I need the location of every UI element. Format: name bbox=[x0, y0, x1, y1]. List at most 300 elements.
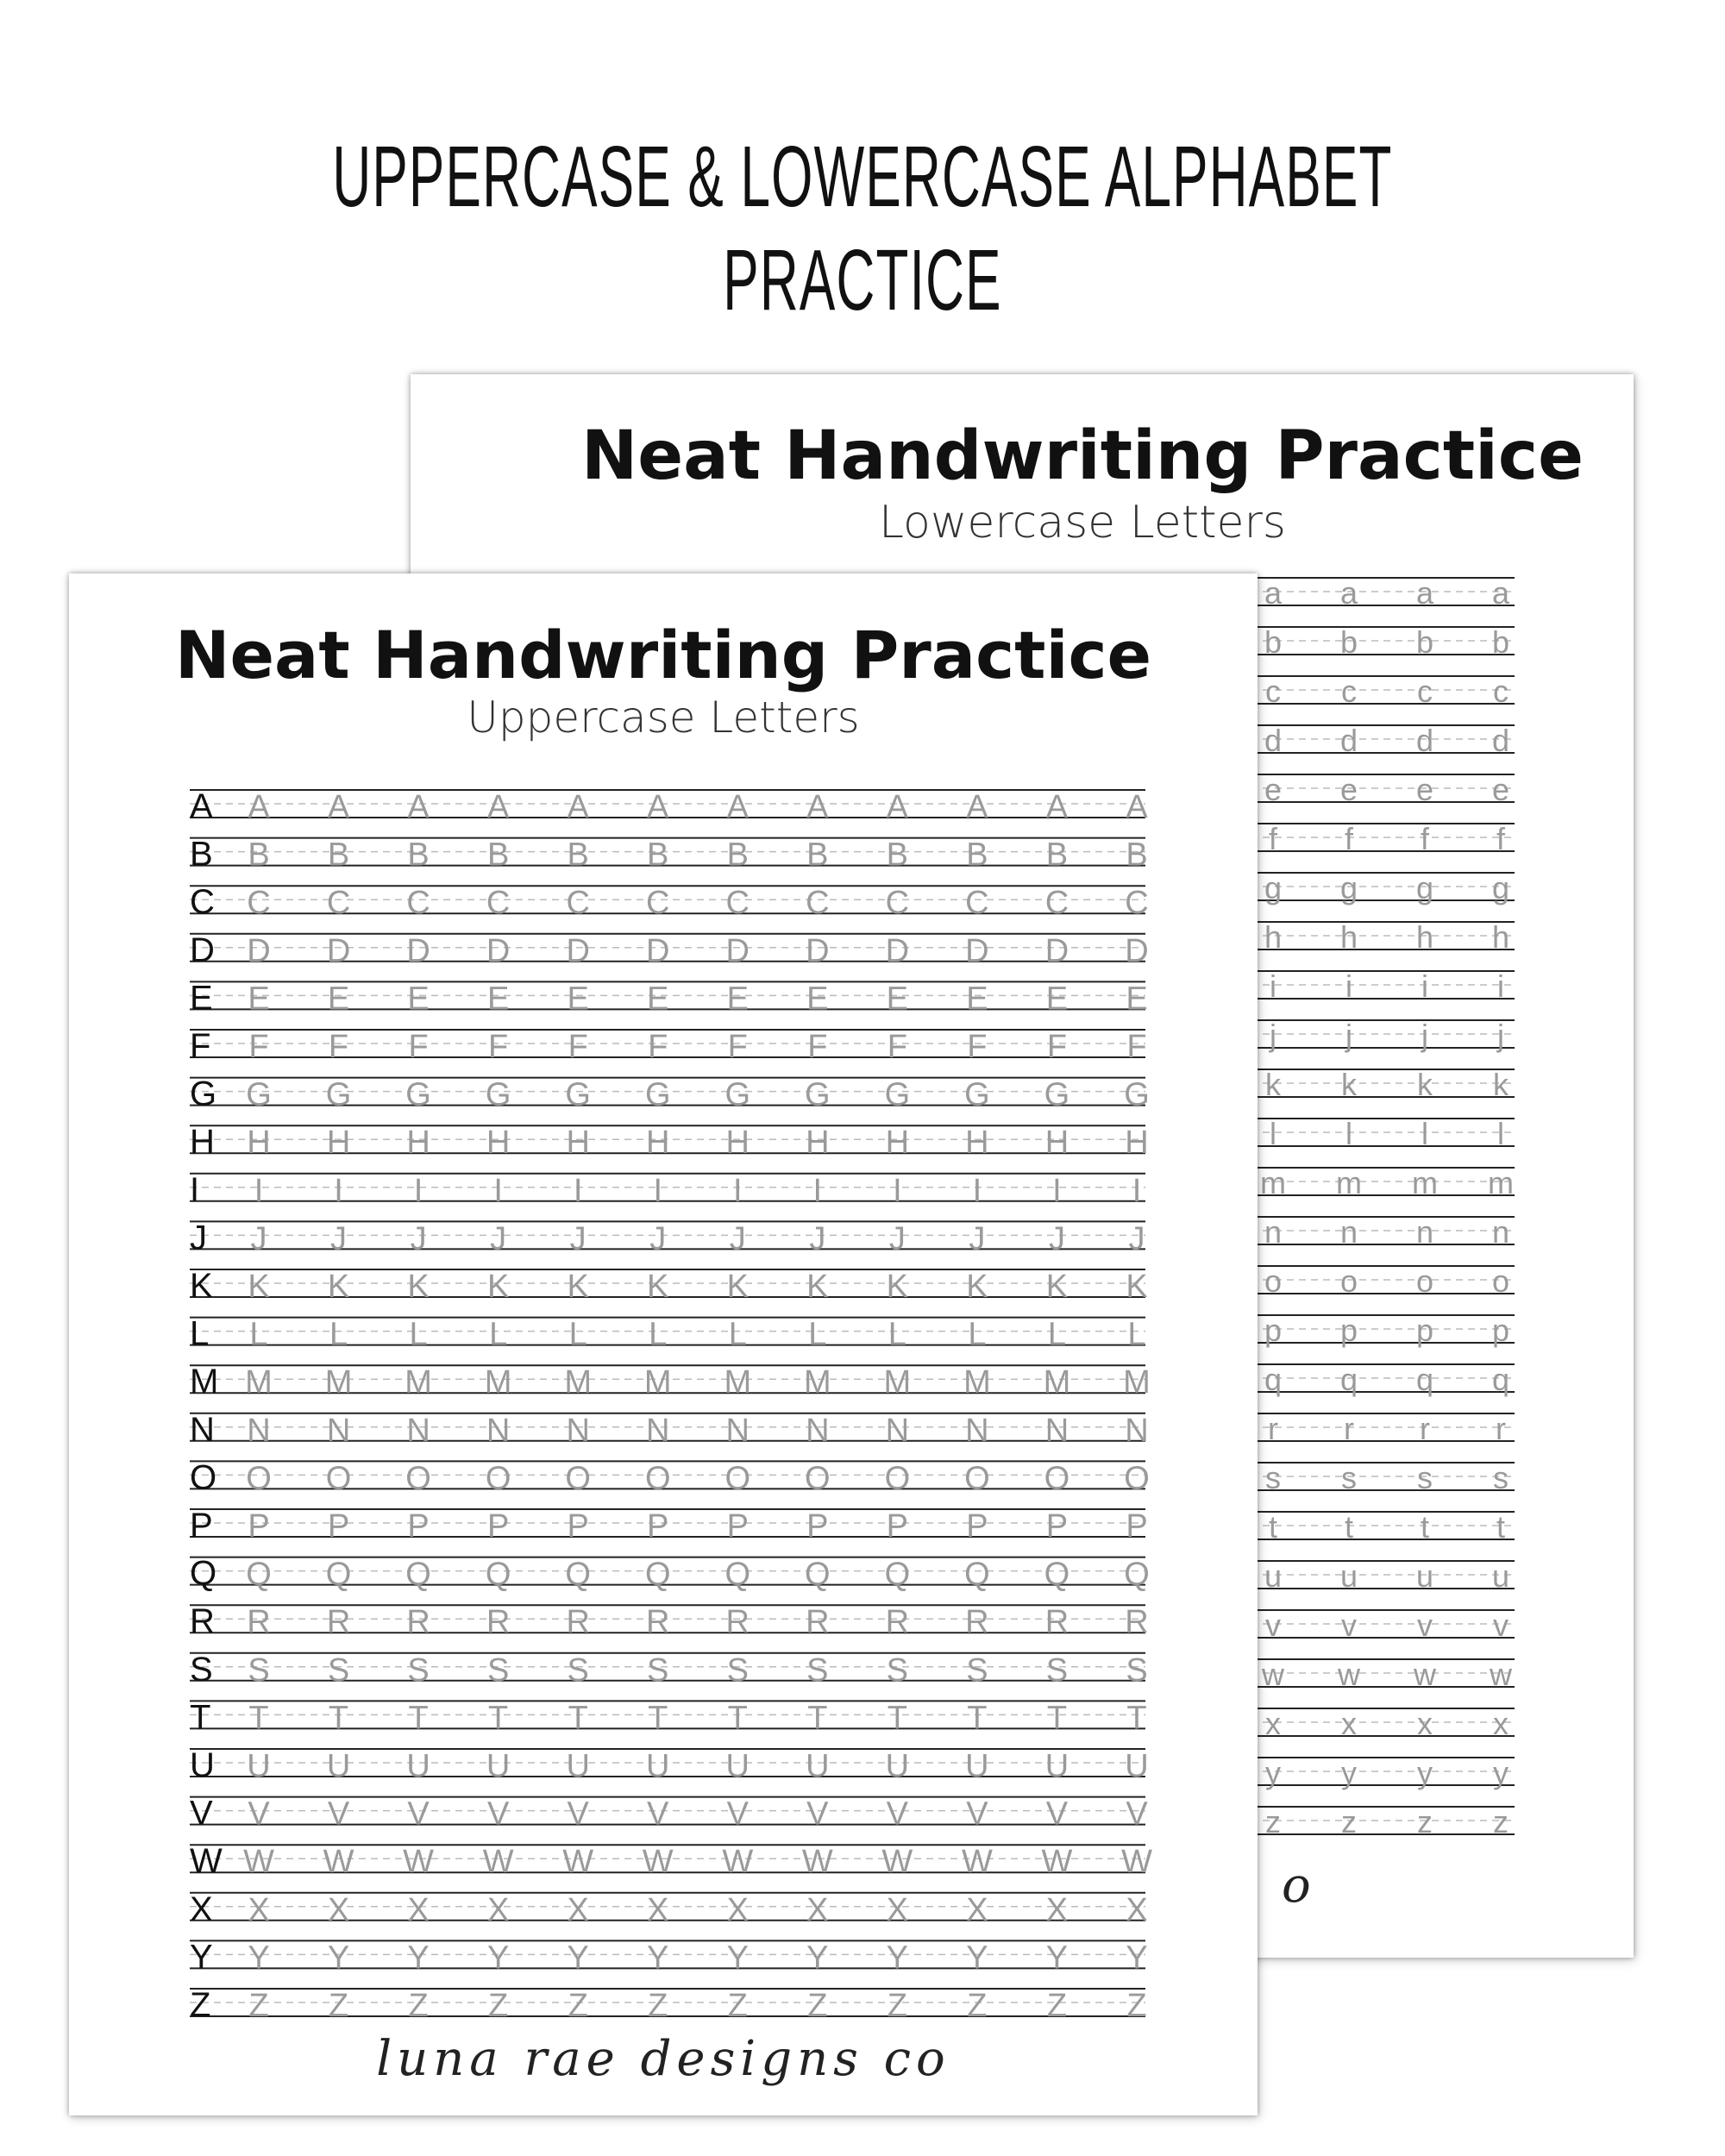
trace-letter: Y bbox=[407, 1940, 430, 1977]
trace-letter: Q bbox=[405, 1556, 431, 1593]
trace-letter: J bbox=[330, 1220, 348, 1257]
trace-letter: T bbox=[967, 1700, 988, 1737]
trace-letter: X bbox=[567, 1891, 589, 1928]
trace-letter: d bbox=[1491, 723, 1510, 758]
trace-letter: Q bbox=[565, 1556, 591, 1593]
trace-letter: w bbox=[1490, 1657, 1512, 1692]
trace-letter: A bbox=[567, 789, 589, 825]
trace-letter: H bbox=[965, 1125, 989, 1162]
trace-letter: t bbox=[1268, 1509, 1278, 1545]
trace-letter: F bbox=[568, 1029, 588, 1065]
model-letter: G bbox=[190, 1075, 217, 1113]
trace-letter: h bbox=[1339, 919, 1358, 955]
trace-letter: r bbox=[1420, 1411, 1430, 1446]
trace-letter: H bbox=[646, 1125, 670, 1162]
trace-letter: W bbox=[961, 1844, 993, 1881]
trace-letter: x bbox=[1341, 1706, 1357, 1741]
trace-letter: I bbox=[893, 1172, 902, 1209]
trace-letter: B bbox=[567, 837, 589, 874]
trace-letter: V bbox=[486, 1796, 510, 1833]
trace-letter: Z bbox=[328, 1988, 349, 2024]
trace-letter: V bbox=[647, 1796, 669, 1833]
trace-letter: W bbox=[562, 1844, 594, 1881]
practice-row bbox=[190, 1986, 1147, 2024]
trace-letter: G bbox=[1044, 1076, 1070, 1113]
trace-letter: F bbox=[1126, 1029, 1147, 1065]
trace-letter: j bbox=[1346, 1018, 1352, 1053]
practice-row bbox=[190, 836, 1148, 874]
trace-letter: T bbox=[1046, 1700, 1068, 1737]
trace-letter: I bbox=[732, 1172, 743, 1209]
trace-letter: N bbox=[486, 1412, 511, 1449]
trace-letter: T bbox=[727, 1700, 748, 1737]
practice-row bbox=[190, 1555, 1150, 1593]
trace-letter: C bbox=[1044, 885, 1070, 922]
trace-letter: l bbox=[1270, 1116, 1276, 1151]
practice-row bbox=[190, 1698, 1147, 1736]
trace-letter: D bbox=[806, 932, 830, 969]
trace-letter: T bbox=[887, 1700, 907, 1737]
trace-letter: v bbox=[1265, 1608, 1281, 1643]
trace-letter: F bbox=[807, 1029, 828, 1065]
trace-letter: E bbox=[966, 981, 988, 1018]
trace-letter: G bbox=[325, 1076, 352, 1113]
page-headline: UPPERCASE & LOWERCASE ALPHABET PRACTICE bbox=[332, 128, 1393, 329]
trace-letter: l bbox=[1421, 1116, 1428, 1151]
trace-letter: A bbox=[248, 789, 270, 825]
trace-letter: u bbox=[1491, 1558, 1510, 1594]
trace-letter: G bbox=[246, 1076, 272, 1113]
trace-letter: N bbox=[725, 1412, 750, 1449]
trace-letter: O bbox=[884, 1460, 911, 1497]
trace-letter: V bbox=[248, 1796, 270, 1833]
model-letter: D bbox=[190, 931, 215, 969]
trace-letter: F bbox=[488, 1029, 509, 1065]
trace-letter: k bbox=[1417, 1067, 1433, 1102]
trace-letter: G bbox=[644, 1076, 671, 1113]
trace-letter: C bbox=[646, 885, 670, 922]
trace-letter: E bbox=[886, 981, 909, 1018]
trace-letter: P bbox=[1126, 1508, 1148, 1545]
trace-letter: H bbox=[247, 1125, 271, 1162]
trace-letter: p bbox=[1264, 1313, 1283, 1348]
trace-letter: K bbox=[647, 1269, 669, 1305]
trace-letter: B bbox=[248, 837, 270, 874]
trace-letter: Z bbox=[568, 1988, 588, 2024]
trace-letter: P bbox=[806, 1508, 829, 1545]
trace-letter: A bbox=[726, 789, 749, 825]
trace-letter: F bbox=[648, 1029, 668, 1065]
trace-letter: g bbox=[1264, 870, 1283, 906]
model-letter: R bbox=[190, 1602, 215, 1641]
trace-letter: C bbox=[965, 885, 989, 922]
model-letter: X bbox=[190, 1890, 213, 1928]
practice-row bbox=[190, 1746, 1149, 1784]
trace-letter: A bbox=[806, 789, 829, 825]
trace-letter: T bbox=[568, 1700, 588, 1737]
trace-letter: E bbox=[327, 981, 350, 1018]
trace-letter: P bbox=[407, 1508, 430, 1545]
model-letter: P bbox=[190, 1507, 213, 1545]
trace-letter: S bbox=[486, 1651, 510, 1689]
trace-letter: T bbox=[488, 1700, 509, 1737]
trace-letter: B bbox=[647, 837, 669, 874]
trace-letter: K bbox=[248, 1269, 270, 1305]
trace-letter: A bbox=[886, 789, 909, 825]
model-letter: F bbox=[190, 1027, 211, 1065]
trace-letter: Y bbox=[248, 1940, 270, 1977]
trace-letter: x bbox=[1265, 1706, 1281, 1741]
trace-letter: C bbox=[326, 885, 351, 922]
trace-letter: K bbox=[407, 1269, 430, 1305]
trace-letter: B bbox=[486, 837, 510, 874]
trace-letter: N bbox=[885, 1412, 910, 1449]
trace-letter: C bbox=[406, 885, 430, 922]
trace-letter: Q bbox=[325, 1556, 352, 1593]
trace-letter: n bbox=[1339, 1214, 1358, 1250]
trace-letter: U bbox=[806, 1748, 830, 1784]
trace-letter: Q bbox=[246, 1556, 272, 1593]
trace-letter: L bbox=[728, 1316, 747, 1353]
trace-letter: m bbox=[1336, 1165, 1362, 1200]
trace-letter: Q bbox=[884, 1556, 911, 1593]
practice-row bbox=[190, 1651, 1148, 1689]
trace-letter: U bbox=[486, 1748, 511, 1784]
trace-letter: V bbox=[1126, 1796, 1148, 1833]
trace-letter: D bbox=[406, 932, 430, 969]
practice-row bbox=[190, 979, 1148, 1017]
trace-letter: P bbox=[327, 1508, 350, 1545]
trace-letter: V bbox=[327, 1796, 350, 1833]
practice-row bbox=[190, 1890, 1148, 1928]
trace-letter: W bbox=[722, 1844, 754, 1881]
trace-letter: B bbox=[407, 837, 430, 874]
trace-letter: S bbox=[567, 1651, 589, 1689]
trace-letter: j bbox=[1497, 1018, 1504, 1053]
trace-letter: M bbox=[1123, 1364, 1151, 1401]
trace-letter: i bbox=[1346, 968, 1352, 1004]
trace-letter: w bbox=[1262, 1657, 1284, 1692]
practice-row bbox=[190, 1602, 1149, 1640]
model-letter: W bbox=[190, 1842, 223, 1881]
trace-letter: P bbox=[1045, 1508, 1069, 1545]
trace-letter: k bbox=[1493, 1067, 1509, 1102]
trace-letter: W bbox=[881, 1844, 913, 1881]
model-letter: N bbox=[190, 1410, 215, 1449]
practice-row bbox=[190, 1267, 1148, 1305]
trace-letter: J bbox=[410, 1220, 427, 1257]
trace-letter: R bbox=[486, 1604, 511, 1641]
worksheet-subtitle: Uppercase Letters bbox=[467, 693, 860, 743]
trace-letter: Z bbox=[727, 1988, 748, 2024]
trace-letter: J bbox=[1048, 1220, 1065, 1257]
trace-letter: M bbox=[883, 1364, 912, 1401]
worksheet-title: Neat Handwriting Practice bbox=[580, 417, 1584, 495]
trace-letter: S bbox=[248, 1651, 270, 1689]
trace-letter: Y bbox=[647, 1940, 669, 1977]
trace-letter: D bbox=[1044, 932, 1070, 969]
trace-letter: M bbox=[1043, 1364, 1071, 1401]
trace-letter: d bbox=[1339, 723, 1358, 758]
trace-letter: I bbox=[972, 1172, 982, 1209]
trace-letter: S bbox=[1126, 1651, 1148, 1689]
trace-letter: V bbox=[886, 1796, 909, 1833]
trace-letter: x bbox=[1493, 1706, 1509, 1741]
uppercase-worksheet bbox=[69, 573, 1258, 2115]
trace-letter: A bbox=[486, 789, 510, 825]
trace-letter: U bbox=[725, 1748, 750, 1784]
trace-letter: I bbox=[334, 1172, 343, 1209]
trace-letter: M bbox=[564, 1364, 593, 1401]
trace-letter: K bbox=[886, 1269, 909, 1305]
trace-letter: B bbox=[726, 837, 749, 874]
trace-letter: U bbox=[406, 1748, 430, 1784]
trace-letter: E bbox=[486, 981, 510, 1018]
trace-letter: V bbox=[966, 1796, 988, 1833]
trace-letter: a bbox=[1339, 575, 1358, 611]
trace-letter: q bbox=[1264, 1362, 1283, 1397]
trace-letter: T bbox=[328, 1700, 349, 1737]
trace-letter: u bbox=[1264, 1558, 1283, 1594]
model-letter: Q bbox=[190, 1554, 217, 1593]
model-letter: V bbox=[190, 1794, 213, 1833]
trace-letter: h bbox=[1264, 919, 1283, 955]
trace-letter: V bbox=[407, 1796, 430, 1833]
trace-letter: R bbox=[806, 1604, 830, 1641]
trace-letter: D bbox=[247, 932, 271, 969]
trace-letter: D bbox=[885, 932, 910, 969]
trace-letter: M bbox=[405, 1364, 432, 1401]
trace-letter: E bbox=[1126, 981, 1148, 1018]
trace-letter: p bbox=[1415, 1313, 1434, 1348]
trace-letter: y bbox=[1341, 1755, 1357, 1790]
trace-letter: G bbox=[1124, 1076, 1150, 1113]
trace-letter: X bbox=[248, 1891, 270, 1928]
trace-letter: Y bbox=[726, 1940, 749, 1977]
trace-letter: D bbox=[646, 932, 670, 969]
trace-letter: D bbox=[965, 932, 989, 969]
trace-letter: T bbox=[248, 1700, 269, 1737]
model-letter: Y bbox=[190, 1938, 213, 1977]
trace-letter: a bbox=[1264, 575, 1283, 611]
trace-letter: N bbox=[806, 1412, 830, 1449]
trace-letter: j bbox=[1270, 1018, 1276, 1053]
trace-letter: W bbox=[642, 1844, 674, 1881]
trace-letter: q bbox=[1415, 1362, 1434, 1397]
trace-letter: E bbox=[1045, 981, 1069, 1018]
trace-letter: L bbox=[1047, 1316, 1067, 1353]
trace-letter: J bbox=[250, 1220, 267, 1257]
trace-letter: p bbox=[1491, 1313, 1510, 1348]
trace-letter: l bbox=[1346, 1116, 1352, 1151]
trace-letter: E bbox=[806, 981, 829, 1018]
trace-letter: b bbox=[1415, 624, 1434, 660]
trace-letter: q bbox=[1491, 1362, 1510, 1397]
trace-letter: l bbox=[1497, 1116, 1504, 1151]
trace-letter: N bbox=[646, 1412, 670, 1449]
model-letter: H bbox=[190, 1123, 215, 1162]
trace-letter: Y bbox=[886, 1940, 909, 1977]
trace-letter: J bbox=[729, 1220, 746, 1257]
trace-letter: U bbox=[566, 1748, 590, 1784]
trace-letter: L bbox=[1127, 1316, 1146, 1353]
trace-letter: c bbox=[1341, 674, 1357, 709]
trace-letter: Z bbox=[887, 1988, 907, 2024]
trace-letter: C bbox=[806, 885, 830, 922]
practice-row bbox=[190, 1507, 1148, 1545]
trace-letter: O bbox=[724, 1460, 751, 1497]
trace-letter: J bbox=[649, 1220, 667, 1257]
trace-letter: z bbox=[1265, 1804, 1281, 1839]
trace-letter: Y bbox=[486, 1940, 510, 1977]
model-letter: O bbox=[190, 1458, 217, 1497]
trace-letter: T bbox=[807, 1700, 828, 1737]
trace-letter: M bbox=[643, 1364, 672, 1401]
trace-letter: u bbox=[1415, 1558, 1434, 1594]
trace-letter: G bbox=[565, 1076, 591, 1113]
trace-letter: I bbox=[653, 1172, 663, 1209]
trace-letter: M bbox=[724, 1364, 752, 1401]
trace-letter: v bbox=[1493, 1608, 1509, 1643]
trace-letter: Z bbox=[408, 1988, 429, 2024]
trace-letter: H bbox=[486, 1125, 511, 1162]
trace-letter: B bbox=[1126, 837, 1148, 874]
trace-letter: n bbox=[1415, 1214, 1434, 1250]
trace-letter: T bbox=[648, 1700, 668, 1737]
practice-row bbox=[190, 1123, 1149, 1161]
trace-letter: b bbox=[1491, 624, 1510, 660]
trace-letter: Q bbox=[1044, 1556, 1070, 1593]
trace-letter: d bbox=[1264, 723, 1283, 758]
trace-letter: Q bbox=[964, 1556, 990, 1593]
trace-letter: x bbox=[1417, 1706, 1433, 1741]
practice-row bbox=[190, 1363, 1151, 1401]
trace-letter: H bbox=[406, 1125, 430, 1162]
trace-letter: Y bbox=[1126, 1940, 1148, 1977]
brand-signature: luna rae designs co bbox=[376, 2031, 950, 2087]
trace-letter: D bbox=[1125, 932, 1149, 969]
trace-letter: i bbox=[1497, 968, 1504, 1004]
trace-letter: o bbox=[1264, 1263, 1283, 1299]
worksheet-title: Neat Handwriting Practice bbox=[174, 617, 1152, 693]
trace-letter: R bbox=[566, 1604, 590, 1641]
trace-letter: I bbox=[493, 1172, 503, 1209]
trace-letter: R bbox=[247, 1604, 271, 1641]
trace-letter: N bbox=[1044, 1412, 1070, 1449]
trace-letter: L bbox=[409, 1316, 428, 1353]
trace-letter: r bbox=[1344, 1411, 1354, 1446]
trace-letter: n bbox=[1264, 1214, 1283, 1250]
trace-letter: V bbox=[567, 1796, 589, 1833]
trace-letter: G bbox=[884, 1076, 911, 1113]
trace-letter: Q bbox=[644, 1556, 671, 1593]
trace-letter: E bbox=[647, 981, 669, 1018]
trace-letter: F bbox=[967, 1029, 988, 1065]
trace-letter: g bbox=[1491, 870, 1510, 906]
trace-letter: w bbox=[1338, 1657, 1360, 1692]
trace-letter: k bbox=[1265, 1067, 1281, 1102]
trace-letter: T bbox=[408, 1700, 429, 1737]
trace-letter: J bbox=[809, 1220, 826, 1257]
trace-letter: j bbox=[1421, 1018, 1428, 1053]
model-letter: M bbox=[190, 1363, 219, 1401]
practice-row bbox=[190, 1171, 1145, 1209]
trace-letter: B bbox=[806, 837, 829, 874]
trace-letter: Z bbox=[1046, 1988, 1068, 2024]
trace-letter: O bbox=[325, 1460, 352, 1497]
trace-letter: E bbox=[567, 981, 589, 1018]
trace-letter: I bbox=[413, 1172, 423, 1209]
trace-letter: i bbox=[1421, 968, 1428, 1004]
trace-letter: s bbox=[1265, 1460, 1281, 1495]
practice-row bbox=[190, 1027, 1147, 1065]
trace-letter: f bbox=[1420, 821, 1430, 856]
trace-letter: t bbox=[1496, 1509, 1506, 1545]
trace-letter: L bbox=[808, 1316, 827, 1353]
trace-letter: L bbox=[249, 1316, 268, 1353]
trace-letter: B bbox=[1045, 837, 1069, 874]
trace-letter: W bbox=[323, 1844, 354, 1881]
trace-letter: c bbox=[1417, 674, 1433, 709]
trace-letter: O bbox=[485, 1460, 511, 1497]
trace-letter: L bbox=[649, 1316, 668, 1353]
trace-letter: X bbox=[806, 1891, 829, 1928]
trace-letter: X bbox=[1126, 1891, 1148, 1928]
trace-letter: W bbox=[403, 1844, 435, 1881]
model-letter: T bbox=[190, 1698, 211, 1737]
trace-letter: g bbox=[1339, 870, 1358, 906]
practice-row bbox=[190, 1411, 1149, 1449]
trace-letter: Y bbox=[806, 1940, 829, 1977]
trace-letter: E bbox=[407, 981, 430, 1018]
trace-letter: I bbox=[1132, 1172, 1142, 1209]
trace-letter: X bbox=[647, 1891, 669, 1928]
trace-letter: B bbox=[886, 837, 909, 874]
trace-letter: F bbox=[248, 1029, 269, 1065]
trace-letter: D bbox=[486, 932, 511, 969]
trace-letter: P bbox=[886, 1508, 909, 1545]
trace-letter: K bbox=[806, 1269, 829, 1305]
trace-letter: H bbox=[1044, 1125, 1070, 1162]
trace-letter: U bbox=[885, 1748, 910, 1784]
trace-letter: U bbox=[1125, 1748, 1149, 1784]
model-letter: A bbox=[190, 787, 213, 825]
model-letter: E bbox=[190, 979, 213, 1018]
trace-letter: G bbox=[405, 1076, 431, 1113]
trace-letter: y bbox=[1265, 1755, 1281, 1790]
trace-letter: S bbox=[407, 1651, 430, 1689]
uppercase-practice-grid bbox=[69, 573, 1258, 2115]
model-letter: J bbox=[190, 1219, 207, 1257]
trace-letter: C bbox=[1125, 885, 1149, 922]
trace-letter: F bbox=[887, 1029, 907, 1065]
trace-letter: z bbox=[1417, 1804, 1433, 1839]
trace-letter: a bbox=[1491, 575, 1510, 611]
trace-letter: L bbox=[489, 1316, 508, 1353]
trace-letter: Z bbox=[807, 1988, 828, 2024]
trace-letter: H bbox=[725, 1125, 750, 1162]
trace-letter: I bbox=[254, 1172, 264, 1209]
trace-letter: N bbox=[1125, 1412, 1149, 1449]
trace-letter: Z bbox=[967, 1988, 988, 2024]
trace-letter: R bbox=[646, 1604, 670, 1641]
trace-letter: D bbox=[725, 932, 750, 969]
trace-letter: m bbox=[1488, 1165, 1514, 1200]
trace-letter: C bbox=[725, 885, 750, 922]
trace-letter: R bbox=[406, 1604, 430, 1641]
trace-letter: Z bbox=[488, 1988, 509, 2024]
trace-letter: s bbox=[1417, 1460, 1433, 1495]
